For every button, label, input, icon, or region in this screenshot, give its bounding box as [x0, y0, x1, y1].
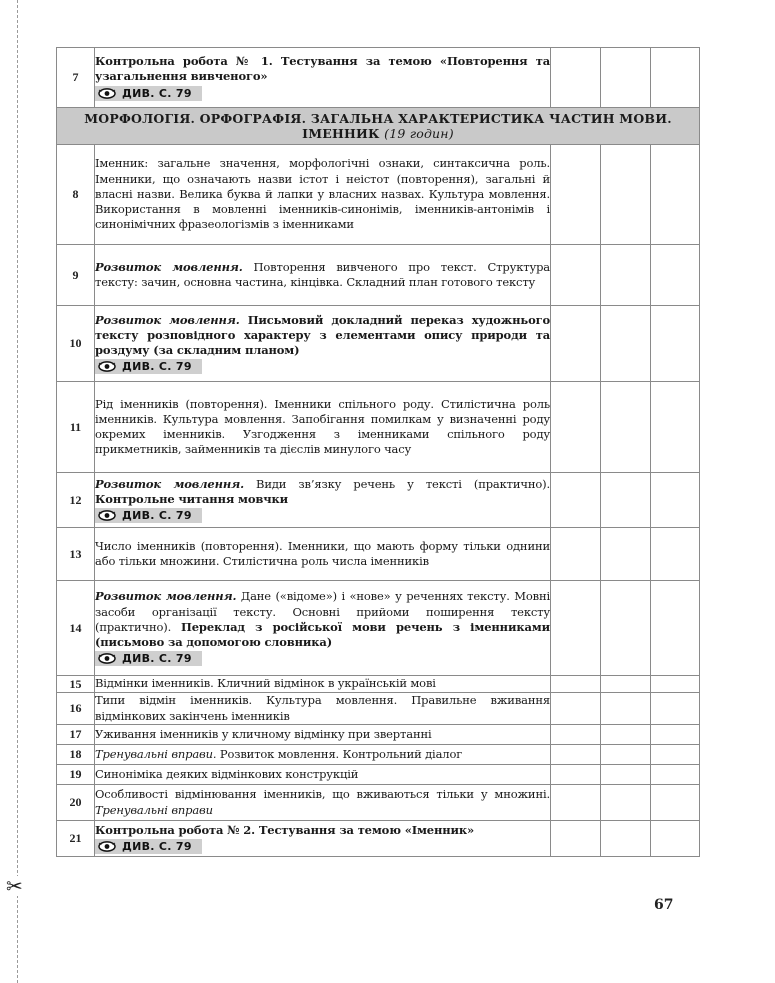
mark-cell	[551, 676, 601, 693]
mark-cell	[601, 145, 651, 245]
lesson-plan-table	[56, 47, 700, 857]
mark-cell	[601, 48, 651, 108]
topic-text-part: Типи відмін іменників. Культура мовлення. Правильне вживання відмінкових закінчень іменників	[95, 693, 550, 723]
lesson-topic	[95, 725, 551, 745]
mark-cell	[651, 145, 700, 245]
mark-cell	[601, 821, 651, 857]
lesson-row	[57, 676, 700, 693]
lesson-number: 11	[57, 382, 95, 473]
lesson-number: 7	[57, 48, 95, 108]
reference-label: ДИВ. С. 79	[122, 652, 192, 666]
topic-text-part: Повторення вивченого про текст. Структура тексту: зачин, основна частина, кінцівка. Складний план готового тексту	[95, 259, 551, 289]
topic-text-part: Відмінки іменників. Кличний відмінок в українській мові	[95, 676, 436, 691]
lesson-row	[57, 382, 700, 473]
scissors-icon: ✂	[6, 874, 23, 898]
lesson-row	[57, 745, 700, 765]
topic-text-part: Уживання іменників у кличному відмінку при звертанні	[95, 726, 432, 741]
reference-badge	[95, 839, 202, 854]
mark-cell	[551, 245, 601, 306]
mark-cell	[551, 765, 601, 785]
section-header-row	[57, 108, 700, 145]
lesson-topic-text	[95, 313, 550, 359]
lesson-topic	[95, 473, 551, 528]
section-header	[57, 108, 700, 145]
eye-icon	[98, 510, 116, 521]
lesson-topic-text	[95, 747, 550, 762]
topic-text-part: Іменник: загальне значення, морфологічні ознаки, синтаксична роль. Іменники, що означають назви істот і неістот (повторення), загальні й власні назви. Велика буква й лапки у власних назвах. Культура мовлення. Використання в мовленні іменників-синонімів, іменників-антонімів і синонімічних фразеологізмів з іменниками	[95, 156, 550, 232]
topic-text-part: Розвиток мовлення.	[95, 589, 237, 604]
lesson-topic	[95, 48, 551, 108]
mark-cell	[551, 725, 601, 745]
reference-label: ДИВ. С. 79	[122, 509, 192, 523]
lesson-topic-text	[95, 260, 550, 290]
mark-cell	[601, 245, 651, 306]
topic-text-part: Види зв’язку речень у тексті (практично).	[243, 476, 550, 491]
section-hours: (19 годин)	[384, 126, 454, 141]
topic-text-part: Розвиток мовлення.	[95, 259, 243, 274]
lesson-topic	[95, 581, 551, 676]
lesson-topic-text	[95, 693, 550, 723]
eye-icon	[98, 88, 116, 99]
lesson-topic	[95, 382, 551, 473]
lesson-row	[57, 145, 700, 245]
lesson-number: 15	[57, 676, 95, 693]
lesson-topic-text	[95, 767, 550, 782]
mark-cell	[601, 693, 651, 725]
lesson-topic-text	[95, 539, 550, 569]
eye-icon	[98, 653, 116, 664]
topic-text-part: Контрольне читання мовчки	[95, 491, 289, 506]
lesson-topic	[95, 306, 551, 382]
mark-cell	[601, 528, 651, 581]
lesson-topic	[95, 676, 551, 693]
mark-cell	[551, 473, 601, 528]
lesson-number: 21	[57, 821, 95, 857]
lesson-row	[57, 473, 700, 528]
mark-cell	[551, 528, 601, 581]
reference-badge	[95, 86, 202, 101]
lesson-number: 13	[57, 528, 95, 581]
topic-text-part: Письмовий докладний переказ художнього тексту розповідного характеру з елементами опису природи та роздуму (за складним планом)	[95, 312, 551, 357]
reference-label: ДИВ. С. 79	[122, 360, 192, 374]
lesson-topic-text	[95, 589, 550, 650]
topic-text-part: Число іменників (повторення). Іменники, що мають форму тільки однини або тільки множини. Стилістична роль числа іменників	[95, 538, 550, 568]
lesson-topic-text	[95, 54, 550, 84]
lesson-topic	[95, 528, 551, 581]
lesson-number: 10	[57, 306, 95, 382]
mark-cell	[651, 48, 700, 108]
reference-label: ДИВ. С. 79	[122, 86, 192, 100]
lesson-row	[57, 821, 700, 857]
lesson-row	[57, 48, 700, 108]
lesson-row	[57, 245, 700, 306]
mark-cell	[601, 382, 651, 473]
lesson-topic	[95, 821, 551, 857]
mark-cell	[601, 725, 651, 745]
mark-cell	[601, 581, 651, 676]
mark-cell	[651, 785, 700, 821]
lesson-topic-text	[95, 727, 550, 742]
mark-cell	[651, 765, 700, 785]
mark-cell	[651, 306, 700, 382]
lesson-number: 19	[57, 765, 95, 785]
mark-cell	[601, 676, 651, 693]
mark-cell	[651, 725, 700, 745]
lesson-topic	[95, 693, 551, 725]
topic-text-part: Контрольна робота № 2. Тестування за темою «Іменник»	[95, 822, 475, 837]
mark-cell	[551, 48, 601, 108]
mark-cell	[601, 745, 651, 765]
lesson-row	[57, 528, 700, 581]
lesson-topic-text	[95, 477, 550, 507]
mark-cell	[551, 382, 601, 473]
lesson-number: 8	[57, 145, 95, 245]
lesson-topic-text	[95, 676, 550, 691]
eye-icon	[98, 361, 116, 372]
lesson-topic-text	[95, 823, 550, 838]
mark-cell	[651, 581, 700, 676]
mark-cell	[651, 473, 700, 528]
section-title: МОРФОЛОГІЯ. ОРФОГРАФІЯ. ЗАГАЛЬНА ХАРАКТЕРИСТИКА ЧАСТИН МОВИ. ІМЕННИК	[84, 111, 672, 141]
lesson-number: 12	[57, 473, 95, 528]
mark-cell	[651, 821, 700, 857]
mark-cell	[601, 785, 651, 821]
page-number: 67	[654, 897, 674, 913]
mark-cell	[551, 306, 601, 382]
lesson-topic-text	[95, 156, 550, 232]
topic-text-part: Дане («відоме») і «нове» у реченнях тексту. Мовні засоби організації тексту. Основні прийоми поширення тексту (практично).	[95, 589, 551, 634]
mark-cell	[551, 821, 601, 857]
mark-cell	[651, 745, 700, 765]
lesson-row	[57, 693, 700, 725]
mark-cell	[551, 145, 601, 245]
mark-cell	[551, 693, 601, 725]
lesson-number: 14	[57, 581, 95, 676]
topic-text-part: Переклад з російської мови речень з іменниками (письмово за допомогою словника)	[95, 619, 551, 650]
lesson-topic	[95, 765, 551, 785]
topic-text-part: Розвиток мовлення.	[95, 476, 244, 491]
topic-text-part: Синоніміка деяких відмінкових конструкцій	[95, 766, 359, 781]
mark-cell	[651, 676, 700, 693]
lesson-topic-text	[95, 397, 550, 458]
cut-line	[17, 0, 18, 983]
lesson-row	[57, 785, 700, 821]
topic-text-part: Розвиток мовлення.	[95, 312, 240, 327]
lesson-number: 18	[57, 745, 95, 765]
lesson-topic-text	[95, 787, 550, 817]
lesson-topic	[95, 145, 551, 245]
lesson-topic	[95, 785, 551, 821]
topic-text-part: Контрольна робота № 1. Тестування за темою «Повторення та узагальнення вивченого»	[95, 54, 550, 84]
topic-text-part: Тренувальні вправи.	[95, 746, 217, 761]
mark-cell	[651, 382, 700, 473]
lesson-topic	[95, 245, 551, 306]
lesson-topic	[95, 745, 551, 765]
lesson-number: 20	[57, 785, 95, 821]
reference-badge	[95, 508, 202, 523]
mark-cell	[551, 745, 601, 765]
topic-text-part: Рід іменників (повторення). Іменники спільного роду. Стилістична роль іменників. Культура мовлення. Запобігання помилкам у визначенні роду окремих іменників. Узгодження з іменниками спільного роду прикметників, займенників та дієслів минулого часу	[95, 396, 550, 457]
lesson-row	[57, 581, 700, 676]
topic-text-part: Особливості відмінювання іменників, що вживаються тільки у множині.	[95, 787, 550, 802]
lesson-number: 16	[57, 693, 95, 725]
reference-badge	[95, 359, 202, 374]
mark-cell	[651, 693, 700, 725]
mark-cell	[651, 528, 700, 581]
lesson-number: 17	[57, 725, 95, 745]
mark-cell	[551, 581, 601, 676]
mark-cell	[601, 765, 651, 785]
mark-cell	[651, 245, 700, 306]
reference-badge	[95, 651, 202, 666]
eye-icon	[98, 841, 116, 852]
topic-text-part: Розвиток мовлення. Контрольний діалог	[216, 746, 463, 761]
topic-text-part: Тренувальні вправи	[95, 802, 213, 817]
lesson-row	[57, 306, 700, 382]
lesson-number: 9	[57, 245, 95, 306]
lesson-row	[57, 725, 700, 745]
reference-label: ДИВ. С. 79	[122, 840, 192, 853]
mark-cell	[601, 473, 651, 528]
mark-cell	[601, 306, 651, 382]
lesson-row	[57, 765, 700, 785]
mark-cell	[551, 785, 601, 821]
